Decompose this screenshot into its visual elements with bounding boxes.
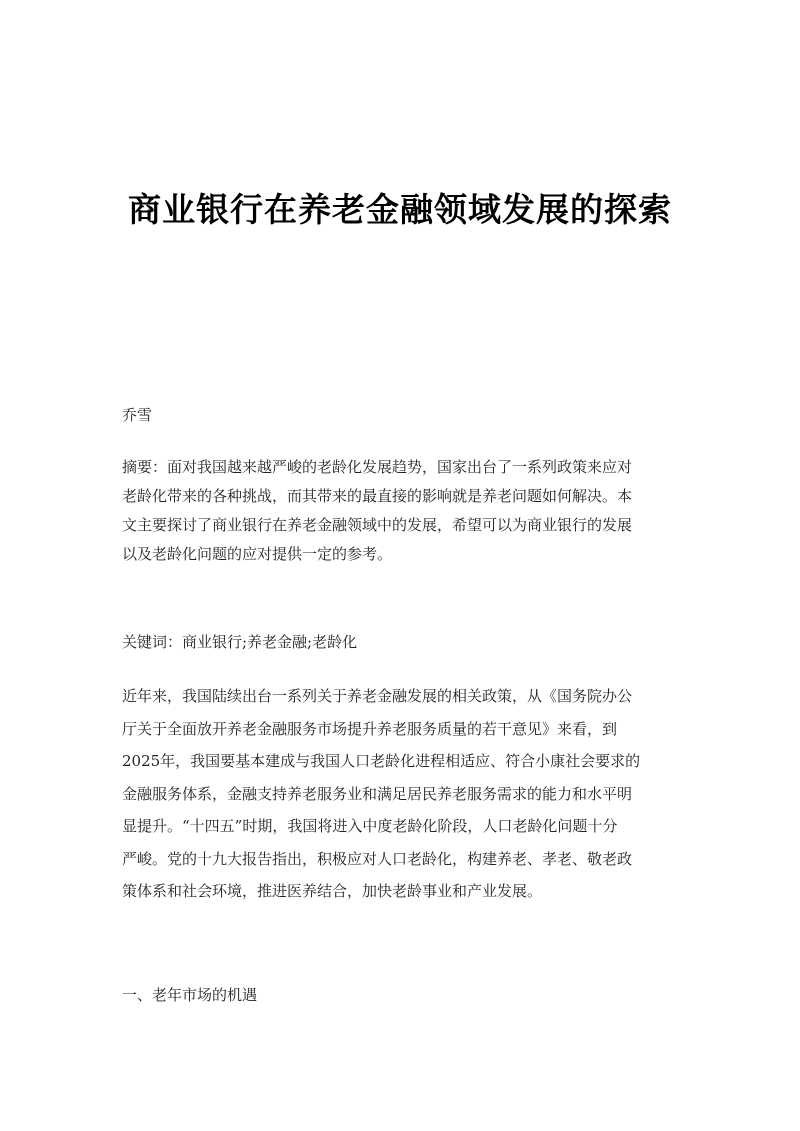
section-heading-text: 一、老年市场的机遇 <box>122 986 258 1004</box>
body-line: 显提升。“十四五”时期，我国将进入中度老龄化阶段，人口老龄化问题十分 <box>122 817 618 835</box>
abstract-line: 以及老龄化问题的应对提供一定的参考。 <box>122 545 393 563</box>
abstract-line: 摘要：面对我国越来越严峻的老龄化发展趋势，国家出台了一系列政策来应对 <box>122 458 633 476</box>
body-line: 严峻。党的十九大报告指出，积极应对人口老龄化，构建养老、孝老、敬老政 <box>122 849 633 868</box>
body-line: 策体系和社会环境，推进医养结合，加快老龄事业和产业发展。 <box>122 882 543 900</box>
document-title: 商业银行在养老金融领域发展的探索 <box>128 190 672 229</box>
body-line: 厅关于全面放开养老金融服务市场提升养老服务质量的若干意见》来看，到 <box>122 719 618 738</box>
keywords-line <box>122 627 678 657</box>
abstract-line: 文主要探讨了商业银行在养老金融领域中的发展，希望可以为商业银行的发展 <box>122 516 633 534</box>
author-name: 乔雪 <box>122 406 153 424</box>
abstract-paragraph <box>122 453 678 569</box>
body-paragraph <box>122 680 678 908</box>
body-line: 近年来，我国陆续出台一系列关于养老金融发展的相关政策，从《国务院办公 <box>122 687 633 705</box>
body-line: 2025年，我国要基本建成与我国人口老龄化进程相适应、符合小康社会要求的 <box>122 752 641 770</box>
keywords-text: 关键词：商业银行;养老金融;老龄化 <box>122 633 358 651</box>
body-line: 金融服务体系，金融支持养老服务业和满足居民养老服务需求的能力和水平明 <box>122 784 633 803</box>
section-heading <box>122 980 678 1010</box>
abstract-line: 老龄化带来的各种挑战，而其带来的最直接的影响就是养老问题如何解决。本 <box>122 487 633 505</box>
